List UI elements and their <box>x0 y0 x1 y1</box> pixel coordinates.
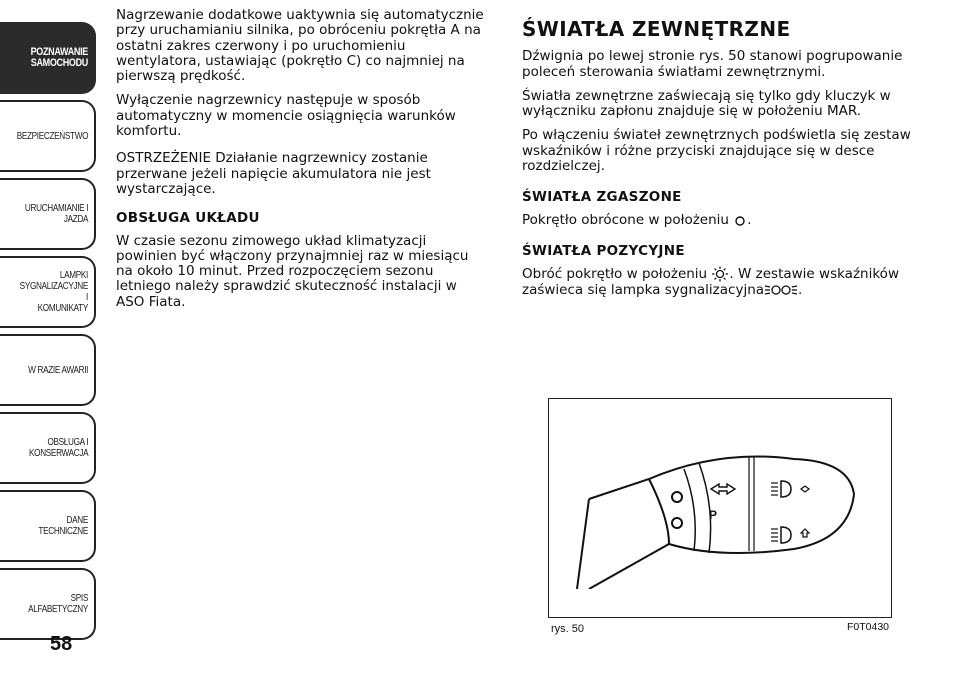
right-column <box>522 17 914 307</box>
tab-bezpieczenstwo[interactable]: BEZPIECZEŃSTWO <box>0 100 96 172</box>
warning-paragraph: OSTRZEŻENIE Działanie nagrzewnicy zostanie przerwane jeżeli napięcie akumulatora nie jest wystarczające. <box>116 150 431 197</box>
section-heading: OBSŁUGA UKŁADU <box>116 210 260 227</box>
figure-lever <box>548 398 892 635</box>
paragraph: Nagrzewanie dodatkowe uaktywnia się automatycznie przy uruchamianiu silnika, po obróceniu pokrętła A na ostatni zakres czerwony i po uruchomieniu wentylatora, ustawiając (pokrętło C) co najmniej na pierwszą prędkość. <box>116 7 484 85</box>
lights-off-icon <box>733 214 747 226</box>
paragraph: Wyłączenie nagrzewnicy następuje w sposób automatyczny w momencie osiągnięcia warunków komfortu. <box>116 92 456 140</box>
paragraph: Obróć pokrętło w położeniu . W zestawie wskaźników zaświeca się lampka sygnalizacyjna . <box>522 266 899 298</box>
tab-uruchamianie[interactable]: URUCHAMIANIE I JAZDA <box>0 178 96 250</box>
page-title: ŚWIATŁA ZEWNĘTRZNE <box>522 17 791 41</box>
position-lights-warning-icon <box>764 283 798 297</box>
page-number: 58 <box>50 633 73 655</box>
paragraph: Dźwignia po lewej stronie rys. 50 stanowi pogrupowanie poleceń sterowania światłami zewnętrznymi. <box>522 48 903 80</box>
paragraph: W czasie sezonu zimowego układ klimatyzacji powinien być włączony przynajmniej raz w miesiącu na około 10 minut. Przed rozpoczęciem sezonu letniego należy sprawdzić skuteczność instalacji w ASO Fiata. <box>116 232 469 310</box>
tab-poznawanie[interactable]: POZNAWANIE SAMOCHODU <box>0 22 96 94</box>
position-lights-icon <box>711 266 729 282</box>
paragraph: Po włączeniu świateł zewnętrznych podświetla się zestaw wskaźników i różne przyciski znajdujące się w desce rozdzielczej. <box>522 127 911 175</box>
tab-awarii[interactable]: W RAZIE AWARII <box>0 334 96 406</box>
tab-obsluga[interactable]: OBSŁUGA I KONSERWACJA <box>0 412 96 484</box>
svg-text:P: P <box>709 508 718 522</box>
figure-code: F0T0430 <box>846 621 889 633</box>
paragraph: Pokrętło obrócone w położeniu . <box>522 211 752 228</box>
paragraph: Światła zewnętrzne zaświecają się tylko gdy kluczyk w wyłączniku zapłonu znajduje się w położeniu MAR. <box>522 87 891 120</box>
left-column <box>116 8 486 319</box>
light-lever-illustration <box>549 399 890 589</box>
tab-lampki[interactable]: LAMPKI SYGNALIZACYJNE I KOMUNIKATY <box>0 256 96 328</box>
tab-spis[interactable]: SPIS ALFABETYCZNY <box>0 568 96 640</box>
tab-dane[interactable]: DANE TECHNICZNE <box>0 490 96 562</box>
section-heading: ŚWIATŁA POZYCYJNE <box>522 242 685 259</box>
figure-caption: rys. 50 <box>551 623 585 635</box>
section-heading: ŚWIATŁA ZGASZONE <box>522 189 682 206</box>
